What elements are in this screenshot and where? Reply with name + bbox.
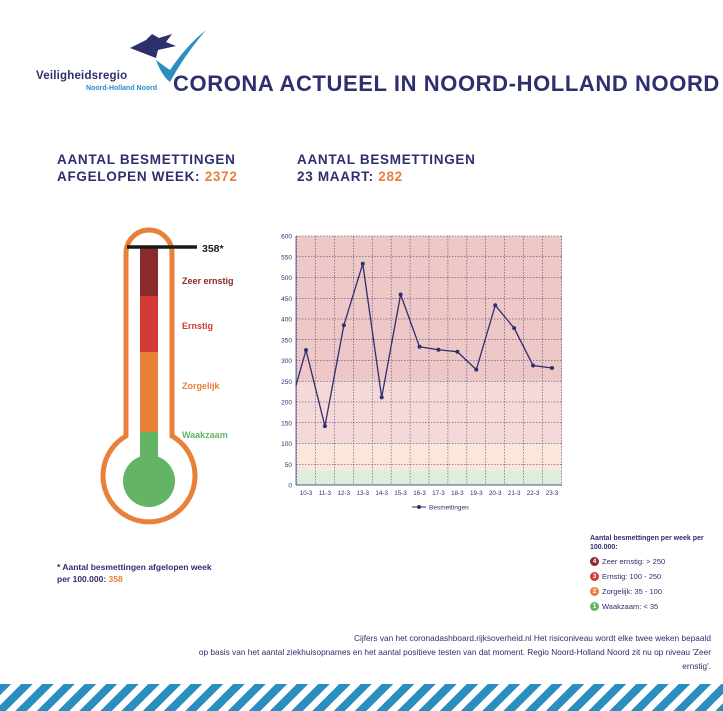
data-point [474,368,478,372]
thermometer-bulb [123,455,175,507]
risk-level-badge: 4 [590,557,599,566]
kpi-week-line2: AFGELOPEN WEEK: 2372 [57,169,238,184]
page-title: CORONA ACTUEEL IN NOORD-HOLLAND NOORD [173,71,720,96]
marker-label: 358* [202,243,224,255]
level-zeer-ernstig-bar [140,247,158,296]
legend-label: Besmettingen [429,504,469,512]
risk-level-badge: 2 [590,587,599,596]
y-tick-label: 50 [284,461,292,469]
line-chart [270,226,570,521]
data-point [512,326,516,330]
risk-legend-title: Aantal besmettingen per week per 100.000: [590,535,704,551]
level-label-zorgelijk: Zorgelijk [182,381,220,391]
x-tick-label: 16-3 [413,490,426,497]
risk-legend-label: Ernstig: 100 - 250 [602,572,662,581]
level-zorgelijk-bar [140,352,158,432]
source-note-line2: op basis van het aantal ziekhuisopnames en het aantal positieve testen van dat moment. Regio Noord-Holland Noord zit nu op niveau 'Zeer ernstig'. [198,647,711,671]
level-ernstig-bar [140,296,158,352]
kpi-day-line2: 23 MAART: 282 [297,169,403,184]
x-tick-label: 21-3 [507,490,521,497]
brand-name: Veiligheidsregio [36,70,128,82]
data-point [323,424,327,428]
source-note [191,631,711,673]
x-tick-label: 23-3 [545,490,559,497]
x-tick-label: 13-3 [356,490,370,497]
data-point [418,345,422,349]
level-label-zeer-ernstig: Zeer ernstig [182,276,234,286]
y-tick-label: 250 [281,378,292,386]
level-label-ernstig: Ernstig [182,321,214,331]
x-tick-label: 17-3 [432,490,445,497]
decorative-stripes [0,684,723,711]
data-point [531,363,535,367]
data-point [399,293,403,297]
risk-legend-label: Waakzaam: < 35 [602,602,659,611]
level-label-waakzaam: Waakzaam [182,430,228,440]
risk-legend-item [590,572,661,581]
source-note-line1: Cijfers van het coronadashboard.rijksoverheid.nl Het risiconiveau wordt elke twee weken bepaald [354,633,711,643]
risk-legend-label: Zorgelijk: 35 - 100 [602,587,663,596]
x-tick-label: 14-3 [375,490,388,497]
data-point [342,323,346,327]
chart-legend [412,505,469,512]
x-tick-label: 12-3 [337,490,351,497]
kpi-week-line1: AANTAL BESMETTINGEN [57,152,236,167]
kpi-day-line1: AANTAL BESMETTINGEN [297,152,476,167]
thermometer [90,225,280,530]
y-tick-label: 150 [281,420,292,428]
data-point [304,348,308,352]
footnote [57,561,212,585]
footnote-line2: per 100.000: 358 [57,574,123,584]
x-tick-label: 18-3 [451,490,464,497]
x-tick-label: 15-3 [394,490,407,497]
y-tick-label: 350 [281,337,292,345]
x-tick-label: 11-3 [318,490,331,497]
legend-marker [417,505,421,509]
y-tick-label: 600 [281,233,292,241]
y-tick-label: 550 [281,254,292,262]
y-tick-label: 200 [281,399,292,407]
kpi-day-value: 282 [378,169,403,184]
y-tick-label: 450 [281,295,292,303]
footnote-line1: * Aantal besmettingen afgelopen week [57,562,212,572]
y-tick-label: 500 [281,275,292,282]
risk-legend-item [590,602,658,611]
kpi-week-value: 2372 [204,169,238,184]
footnote-value: 358 [108,574,123,584]
y-tick-label: 400 [281,316,292,324]
risk-level-badge: 1 [590,602,599,611]
kpi-day [297,151,476,185]
risk-legend-item [590,557,665,566]
kpi-week [57,151,238,185]
data-point [493,303,497,307]
data-point [436,348,440,352]
y-tick-label: 0 [288,482,292,490]
risk-legend-label: Zeer ernstig: > 250 [602,557,666,566]
x-tick-label: 20-3 [488,490,502,497]
x-tick-label: 22-3 [526,490,540,497]
risk-legend-item [590,587,662,596]
risk-level-badge: 3 [590,572,599,581]
brand-subtitle: Noord-Holland Noord [86,85,158,92]
data-point [361,262,365,266]
data-point [380,395,384,399]
data-point [455,350,459,354]
x-tick-label: 10-3 [299,490,313,497]
x-tick-label: 19-3 [470,490,483,497]
y-tick-label: 300 [281,358,292,365]
data-point [550,366,554,370]
risk-band-2 [296,444,562,471]
y-tick-label: 100 [281,441,292,448]
